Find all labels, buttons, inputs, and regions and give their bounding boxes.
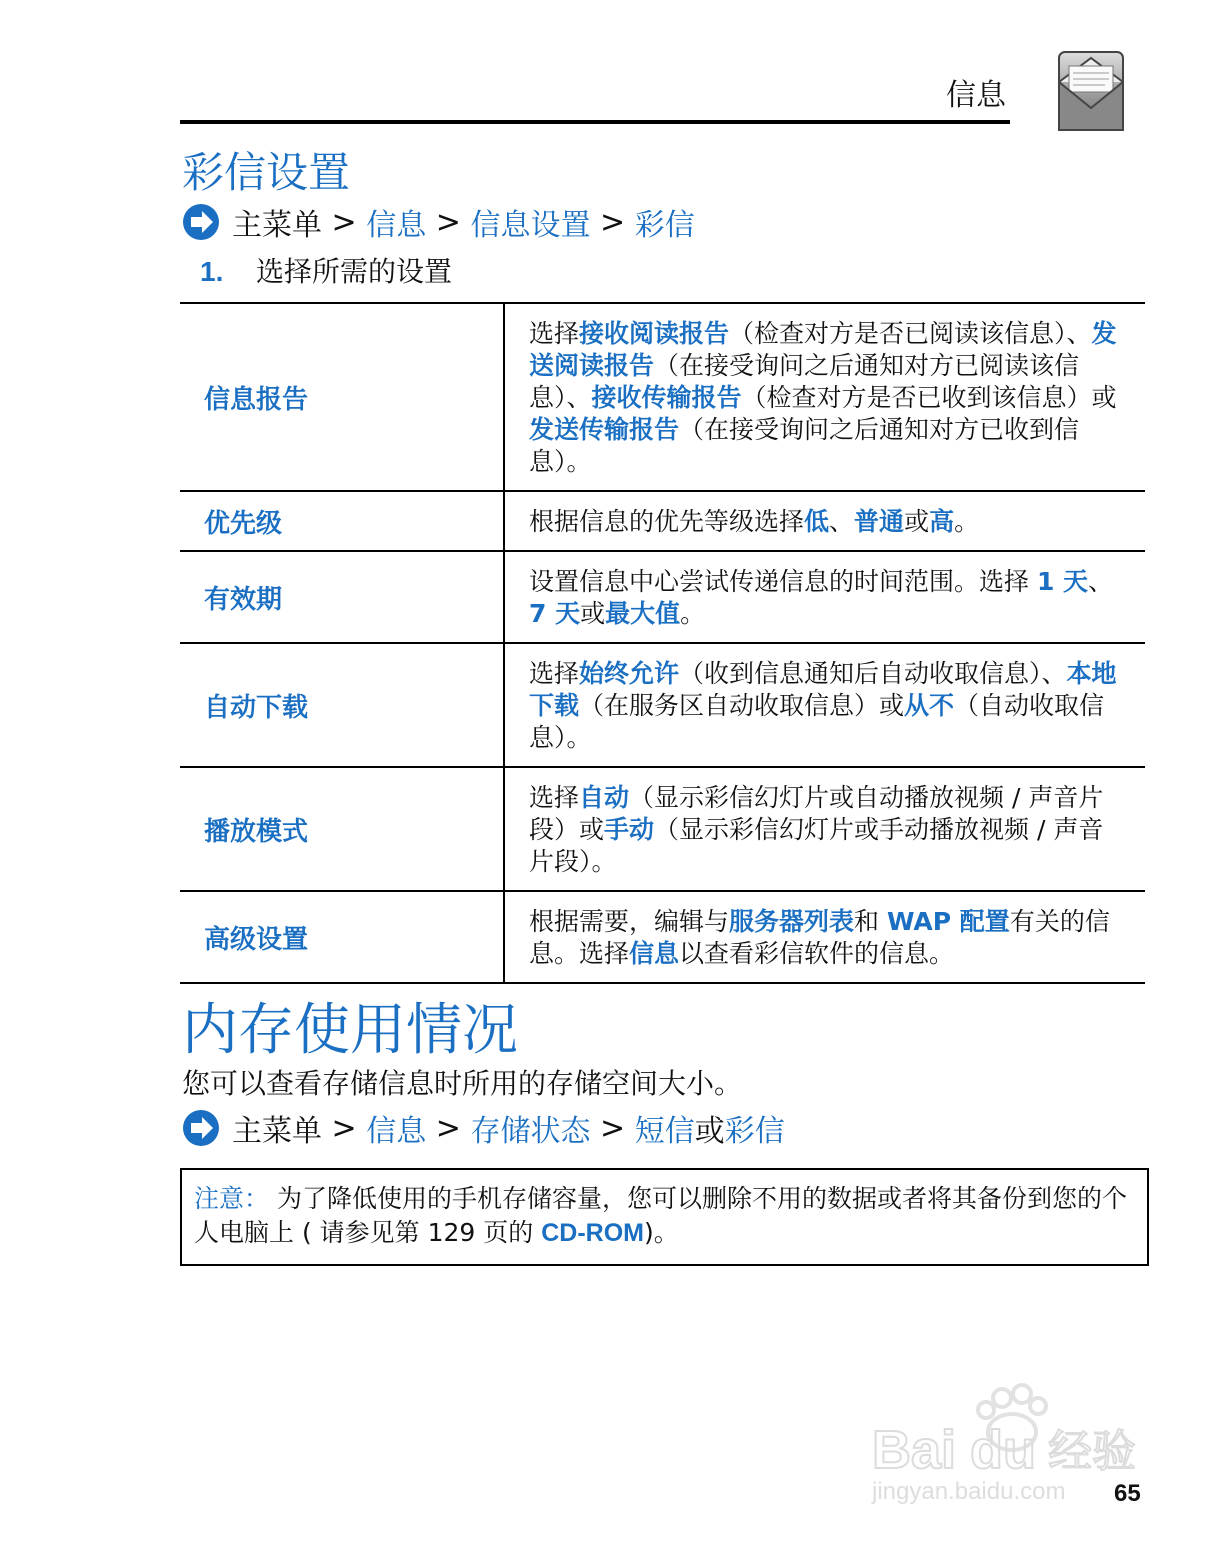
description-text: （在服务区自动收取信息）或 (579, 691, 905, 720)
svg-text:Bai: Bai (872, 1420, 957, 1480)
description-text: （收到信息通知后自动收取信息）、 (679, 659, 1067, 688)
path-separator: > (600, 204, 626, 240)
setting-label: 播放模式 (180, 767, 504, 891)
path-separator: > (331, 204, 357, 240)
description-text: （检查对方是否已阅读该信息）、 (729, 319, 1092, 348)
watermark-url: jingyan.baidu.com (872, 1478, 1066, 1505)
option-name: 从不 (904, 691, 955, 720)
description-text: 选择 (529, 659, 580, 688)
option-name: 7 天 (529, 599, 581, 628)
table-row (180, 491, 1145, 551)
option-name: 1 天 (1036, 567, 1089, 596)
table-row (180, 551, 1145, 643)
description-text: （自动收取信息）。 (529, 691, 1105, 752)
option-name: 高 (929, 507, 955, 536)
description-text: 有关的信息。选择 (529, 907, 1110, 968)
option-name: 手动 (604, 815, 655, 844)
path-separator: > (331, 1110, 357, 1146)
path-separator: > (435, 204, 461, 240)
envelope-icon (1055, 46, 1127, 136)
svg-text:经验: 经验 (1048, 1426, 1136, 1477)
path-item-messages: 信息 (366, 1114, 427, 1149)
option-name: 发送传输报告 (529, 415, 680, 444)
setting-description (504, 767, 1145, 891)
table-row (180, 891, 1145, 983)
setting-label: 高级设置 (180, 891, 504, 983)
setting-label: 优先级 (180, 491, 504, 551)
menu-path-memory (182, 1106, 785, 1150)
path-item-mms: 彩信 (634, 208, 695, 243)
description-text: 、 (1088, 567, 1114, 596)
arrow-right-icon (182, 203, 220, 241)
option-name: 始终允许 (579, 659, 680, 688)
path-item-main-menu: 主菜单 (232, 1114, 322, 1149)
section-title-mms-settings: 彩信设置 (182, 148, 351, 197)
page-number: 65 (1114, 1480, 1141, 1507)
menu-path-mms (182, 200, 695, 244)
arrow-right-icon (182, 1109, 220, 1147)
setting-label: 自动下载 (180, 643, 504, 767)
step-text: 选择所需的设置 (256, 255, 453, 288)
table-row (180, 643, 1145, 767)
step-number: 1. (200, 256, 224, 287)
setting-description (504, 303, 1145, 491)
header-title: 信息 (946, 78, 1006, 113)
option-name: 本地下载 (529, 659, 1117, 720)
path-item-mms: 彩信 (724, 1114, 785, 1149)
setting-description (504, 491, 1145, 551)
settings-table (180, 302, 1145, 984)
description-text: 、 (829, 507, 855, 536)
path-item-memory-status: 存储状态 (470, 1114, 591, 1149)
path-separator: > (600, 1110, 626, 1146)
option-name: 信息 (629, 939, 680, 968)
memory-intro: 您可以查看存储信息时所用的存储空间大小。 (182, 1067, 743, 1100)
description-text: 根据需要，编辑与 (529, 907, 730, 936)
svg-text:du: du (970, 1420, 1036, 1480)
description-text: （显示彩信幻灯片或自动播放视频 / 声音片段）或 (529, 783, 1104, 844)
description-text: 以查看彩信软件的信息。 (679, 939, 955, 968)
description-text: 或 (580, 599, 606, 628)
setting-description (504, 643, 1145, 767)
option-name: 普通 (854, 507, 905, 536)
path-separator: > (435, 1110, 461, 1146)
description-text: 根据信息的优先等级选择 (529, 507, 805, 536)
description-text: 或 (904, 507, 930, 536)
description-text: 和 (854, 907, 887, 936)
note-label: 注意： (194, 1184, 270, 1213)
option-name: 接收阅读报告 (579, 319, 730, 348)
description-text: （在接受询问之后通知对方已收到信息）。 (529, 415, 1080, 476)
setting-label: 信息报告 (180, 303, 504, 491)
note-text-end: )。 (643, 1218, 679, 1247)
path-conjunction: 或 (694, 1114, 725, 1149)
option-name: 服务器列表 (729, 907, 855, 936)
description-text: （显示彩信幻灯片或手动播放视频 / 声音片段）。 (529, 815, 1104, 876)
option-name: 低 (804, 507, 830, 536)
note-text: 为了降低使用的手机存储容量，您可以删除不用的数据或者将其备份到您的个人电脑上 ( 请参见第 129 页的 (194, 1184, 1127, 1247)
path-item-message-settings: 信息设置 (470, 208, 591, 243)
note-link-cd-rom: CD-ROM (541, 1219, 644, 1247)
note-box (180, 1168, 1149, 1266)
table-row (180, 767, 1145, 891)
description-text: 选择 (529, 783, 580, 812)
option-name: 接收传输报告 (591, 383, 742, 412)
option-name: WAP 配置 (886, 907, 1010, 936)
setting-description (504, 891, 1145, 983)
description-text: （在接受询问之后通知对方已阅读该信息）、 (529, 351, 1080, 412)
description-text: 。 (680, 599, 706, 628)
setting-label: 有效期 (180, 551, 504, 643)
path-item-main-menu: 主菜单 (232, 208, 322, 243)
option-name: 最大值 (605, 599, 681, 628)
step-1 (200, 250, 452, 290)
table-row (180, 303, 1145, 491)
path-item-sms: 短信 (634, 1114, 695, 1149)
path-item-messages: 信息 (366, 208, 427, 243)
description-text: 。 (954, 507, 980, 536)
option-name: 自动 (579, 783, 630, 812)
header-rule (180, 120, 1010, 124)
section-title-memory-usage: 内存使用情况 (182, 998, 518, 1063)
description-text: 设置信息中心尝试传递信息的时间范围。选择 (529, 567, 1037, 596)
description-text: （检查对方是否已收到该信息）或 (741, 383, 1117, 412)
description-text: 选择 (529, 319, 580, 348)
option-name: 发送阅读报告 (529, 319, 1117, 380)
setting-description (504, 551, 1145, 643)
